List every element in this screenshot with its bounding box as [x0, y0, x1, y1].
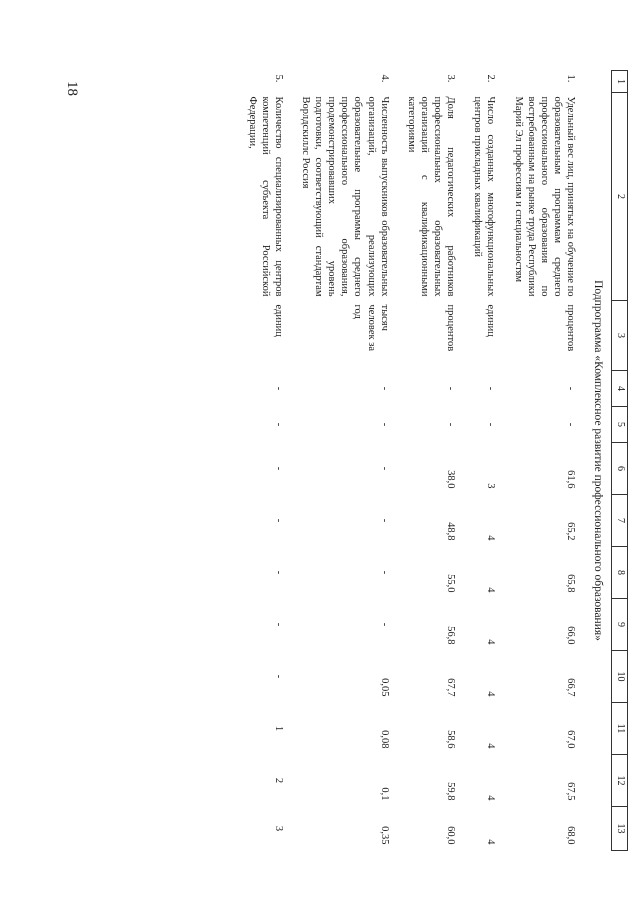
- value-col-6: -: [378, 466, 390, 471]
- value-col-11: 1: [272, 725, 284, 732]
- value-col-13: 0,35: [378, 826, 390, 845]
- indicator-name: Удельный вес лиц, принятых на обучение по образовательным программам среднего профессионального образования по востребованным на рынке труда Республики Марий Эл профессиям и специальностям: [512, 96, 577, 297]
- value-col-10: 67,7: [445, 678, 457, 697]
- value-col-9: -: [272, 622, 284, 627]
- row-number: 2.: [485, 74, 497, 83]
- rotated-table-container: [108, 70, 628, 850]
- col-header-9: 9: [612, 599, 628, 651]
- value-col-5: -: [378, 422, 390, 427]
- value-col-5: -: [445, 422, 457, 427]
- unit: процентов: [445, 304, 457, 352]
- value-col-9: -: [378, 622, 390, 627]
- unit: процентов: [565, 304, 577, 352]
- value-col-5: -: [485, 422, 497, 427]
- column-number-header: [612, 71, 628, 851]
- value-col-11: 58,6: [445, 730, 457, 749]
- indicator-name: Количество специализированных центров компетенций субъекта Российской Федерации,: [246, 96, 284, 297]
- unit: единиц: [485, 304, 497, 337]
- value-col-13: 4: [485, 839, 497, 845]
- subprogram-row: [583, 71, 612, 851]
- value-col-12: 2: [272, 777, 284, 784]
- col-header-10: 10: [612, 651, 628, 703]
- value-col-7: -: [378, 518, 390, 523]
- value-col-4: -: [272, 386, 284, 391]
- col-header-3: 3: [612, 301, 628, 371]
- value-col-12: 4: [485, 795, 497, 801]
- value-col-11: 4: [485, 743, 497, 749]
- table-row: [504, 71, 584, 851]
- value-col-10: 4: [485, 691, 497, 697]
- col-header-2: 2: [612, 93, 628, 301]
- col-header-1: 1: [612, 71, 628, 93]
- value-col-12: 67,5: [565, 782, 577, 801]
- col-header-13: 13: [612, 807, 628, 851]
- value-col-11: 67,0: [565, 730, 577, 749]
- value-col-6: 61,6: [565, 470, 577, 489]
- value-col-9: 56,8: [445, 626, 457, 645]
- col-header-6: 6: [612, 443, 628, 495]
- value-col-13: 3: [272, 825, 284, 832]
- value-col-7: -: [272, 518, 284, 523]
- value-col-13: 60,0: [445, 826, 457, 845]
- value-col-10: -: [272, 674, 284, 679]
- value-col-4: -: [445, 386, 457, 391]
- indicator-name: Число созданных многофункциональных центров прикладных квалификаций: [472, 96, 497, 297]
- row-number: 5.: [272, 74, 284, 83]
- value-col-7: 4: [485, 535, 497, 541]
- value-col-13: 68,0: [565, 826, 577, 845]
- col-header-7: 7: [612, 495, 628, 547]
- col-header-5: 5: [612, 407, 628, 443]
- value-col-10: 66,7: [565, 678, 577, 697]
- indicators-table: [238, 70, 629, 851]
- col-header-11: 11: [612, 703, 628, 755]
- value-col-8: 55,0: [445, 574, 457, 593]
- value-col-8: 4: [485, 587, 497, 593]
- value-col-8: -: [272, 570, 284, 575]
- table-row: [238, 71, 291, 851]
- unit: тысяч человек за год: [352, 304, 390, 352]
- value-col-5: -: [272, 422, 284, 427]
- table-row: [463, 71, 503, 851]
- value-col-6: -: [272, 466, 284, 471]
- indicator-name: Численность выпускников образовательных организаций, реализующих образовательные программы среднего профессионального образования, продемонстрировавших уровень подготовки, соответствующий стандартам Ворлдскиллс Россия: [300, 96, 390, 297]
- col-header-4: 4: [612, 371, 628, 407]
- table-row: [291, 71, 397, 851]
- value-col-7: 48,8: [445, 522, 457, 541]
- table-row: [397, 71, 464, 851]
- value-col-8: -: [378, 570, 390, 575]
- subprogram-title: Подпрограмма «Комплексное развитие профессионального образования»: [592, 280, 605, 641]
- value-col-4: -: [485, 386, 497, 391]
- value-col-4: -: [378, 386, 390, 391]
- row-number: 3.: [445, 74, 457, 83]
- value-col-7: 65,2: [565, 522, 577, 541]
- value-col-10: 0,05: [378, 678, 390, 697]
- indicator-name: Доля педагогических работников профессиональных образовательных организаций с квалификационными категориями: [405, 96, 457, 297]
- value-col-8: 65,8: [565, 574, 577, 593]
- value-col-12: 0,1: [378, 787, 390, 801]
- value-col-9: 66,0: [565, 626, 577, 645]
- page-number: 18: [64, 81, 80, 96]
- value-col-6: 38,0: [445, 470, 457, 489]
- row-number: 1.: [565, 74, 577, 83]
- value-col-4: -: [565, 386, 577, 391]
- unit: единиц: [272, 304, 284, 337]
- value-col-6: 3: [485, 483, 497, 489]
- row-number: 4.: [378, 74, 390, 83]
- col-header-12: 12: [612, 755, 628, 807]
- col-header-8: 8: [612, 547, 628, 599]
- value-col-9: 4: [485, 639, 497, 645]
- value-col-11: 0,08: [378, 730, 390, 749]
- value-col-5: -: [565, 422, 577, 427]
- value-col-12: 59,8: [445, 782, 457, 801]
